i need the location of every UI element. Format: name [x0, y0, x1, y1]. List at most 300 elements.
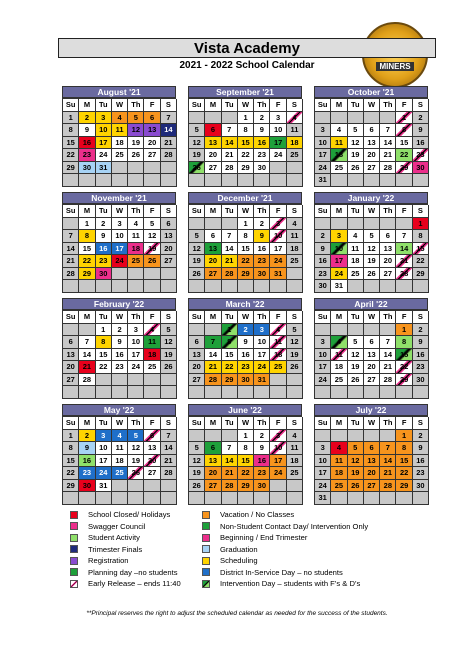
- empty-cell: [331, 324, 347, 337]
- weekday-label: M: [79, 99, 95, 112]
- empty-cell: [112, 492, 128, 505]
- day-cell: 26: [348, 374, 364, 387]
- weekday-label: W: [238, 205, 254, 218]
- weekday-label: Th: [128, 205, 144, 218]
- day-cell: 2: [254, 218, 270, 231]
- day-cell: 12: [144, 230, 160, 243]
- day-cell: 1: [396, 324, 412, 337]
- day-cell: 20: [364, 361, 380, 374]
- month-grid: [62, 416, 176, 505]
- empty-cell: [79, 280, 95, 293]
- legend-label: Registration: [88, 556, 129, 566]
- day-cell: 16: [413, 455, 429, 468]
- empty-cell: [189, 430, 205, 443]
- legend-swatch: [70, 580, 78, 588]
- month-calendar: [314, 298, 428, 399]
- day-cell: 27: [144, 149, 160, 162]
- day-cell: 15: [96, 349, 112, 362]
- legend-label: Graduation: [220, 544, 258, 554]
- legend-swatch: [70, 534, 78, 542]
- legend-label: Intervention Day – students with F’s & D’s: [220, 579, 361, 589]
- empty-cell: [205, 218, 221, 231]
- weekday-label: Tu: [348, 311, 364, 324]
- day-cell: 4: [112, 112, 128, 125]
- weekday-label: Su: [189, 417, 205, 430]
- day-cell: 13: [63, 349, 79, 362]
- day-cell: 9: [413, 442, 429, 455]
- day-cell: 30: [79, 162, 95, 175]
- day-cell: 13: [189, 349, 205, 362]
- day-cell: 26: [189, 480, 205, 493]
- weekday-label: Su: [315, 99, 331, 112]
- empty-cell: [364, 218, 380, 231]
- weekday-label: W: [238, 99, 254, 112]
- day-cell: 16: [254, 137, 270, 150]
- day-cell: 31: [270, 268, 286, 281]
- empty-cell: [396, 492, 412, 505]
- day-cell: 3: [315, 124, 331, 137]
- empty-cell: [270, 162, 286, 175]
- day-cell: 5: [364, 230, 380, 243]
- day-cell: 9: [79, 442, 95, 455]
- empty-cell: [189, 386, 205, 399]
- day-cell: 22: [396, 467, 412, 480]
- empty-cell: [270, 480, 286, 493]
- empty-cell: [189, 112, 205, 125]
- day-cell: 3: [331, 230, 347, 243]
- day-cell: 3: [96, 112, 112, 125]
- weekday-label: M: [205, 205, 221, 218]
- weekday-label: Tu: [222, 417, 238, 430]
- empty-cell: [348, 174, 364, 187]
- day-cell: 23: [413, 467, 429, 480]
- day-cell: 11: [331, 137, 347, 150]
- day-cell: 19: [287, 349, 303, 362]
- empty-cell: [144, 268, 160, 281]
- weekday-label: S: [413, 417, 429, 430]
- day-cell: 27: [63, 374, 79, 387]
- day-cell: 12: [348, 137, 364, 150]
- day-cell: 2: [96, 218, 112, 231]
- day-cell: 5: [144, 218, 160, 231]
- day-cell: 21: [222, 255, 238, 268]
- day-cell: 26: [128, 149, 144, 162]
- day-cell: 5: [348, 336, 364, 349]
- weekday-label: Th: [380, 417, 396, 430]
- day-cell: 12: [287, 336, 303, 349]
- day-cell: 28: [222, 268, 238, 281]
- day-cell: 29: [413, 268, 429, 281]
- day-cell: 29: [396, 374, 412, 387]
- empty-cell: [413, 492, 429, 505]
- day-cell: 3: [270, 218, 286, 231]
- day-cell: 21: [205, 361, 221, 374]
- empty-cell: [222, 386, 238, 399]
- month-title: October '21: [314, 86, 428, 98]
- day-cell: 11: [287, 442, 303, 455]
- empty-cell: [112, 174, 128, 187]
- day-cell: 10: [254, 336, 270, 349]
- day-cell: 22: [96, 361, 112, 374]
- month-title: July '22: [314, 404, 428, 416]
- day-cell: 3: [112, 218, 128, 231]
- day-cell: 22: [238, 149, 254, 162]
- empty-cell: [128, 162, 144, 175]
- day-cell: 13: [144, 124, 160, 137]
- weekday-label: S: [161, 417, 177, 430]
- empty-cell: [331, 174, 347, 187]
- legend-swatch: [70, 568, 78, 576]
- day-cell: 31: [96, 480, 112, 493]
- month-grid: [62, 204, 176, 293]
- day-cell: 6: [144, 112, 160, 125]
- day-cell: 1: [238, 218, 254, 231]
- day-cell: 2: [79, 430, 95, 443]
- day-cell: 26: [189, 162, 205, 175]
- day-cell: 11: [144, 336, 160, 349]
- day-cell: 29: [222, 374, 238, 387]
- empty-cell: [270, 374, 286, 387]
- empty-cell: [161, 374, 177, 387]
- day-cell: 14: [161, 442, 177, 455]
- weekday-label: Su: [189, 205, 205, 218]
- day-cell: 14: [222, 455, 238, 468]
- empty-cell: [205, 280, 221, 293]
- month-grid: [314, 98, 428, 187]
- day-cell: 7: [396, 230, 412, 243]
- weekday-label: Tu: [96, 99, 112, 112]
- empty-cell: [63, 492, 79, 505]
- weekday-label: F: [270, 99, 286, 112]
- empty-cell: [348, 218, 364, 231]
- day-cell: 5: [287, 324, 303, 337]
- empty-cell: [128, 492, 144, 505]
- day-cell: 6: [161, 218, 177, 231]
- day-cell: 23: [315, 268, 331, 281]
- month-title: June '22: [188, 404, 302, 416]
- weekday-label: M: [205, 311, 221, 324]
- weekday-label: W: [238, 311, 254, 324]
- day-cell: 18: [331, 467, 347, 480]
- day-cell: 1: [396, 430, 412, 443]
- empty-cell: [270, 492, 286, 505]
- empty-cell: [331, 492, 347, 505]
- weekday-label: M: [205, 99, 221, 112]
- day-cell: 25: [348, 268, 364, 281]
- day-cell: 21: [79, 361, 95, 374]
- day-cell: 13: [364, 455, 380, 468]
- day-cell: 11: [112, 442, 128, 455]
- weekday-label: S: [287, 205, 303, 218]
- day-cell: 18: [112, 455, 128, 468]
- day-cell: 20: [144, 455, 160, 468]
- day-cell: 4: [331, 442, 347, 455]
- day-cell: 1: [63, 430, 79, 443]
- day-cell: 9: [112, 336, 128, 349]
- empty-cell: [348, 324, 364, 337]
- day-cell: 23: [254, 149, 270, 162]
- empty-cell: [380, 324, 396, 337]
- day-cell: 26: [348, 162, 364, 175]
- day-cell: 12: [161, 336, 177, 349]
- weekday-label: S: [287, 417, 303, 430]
- month-title: May '22: [62, 404, 176, 416]
- weekday-label: S: [413, 205, 429, 218]
- day-cell: 4: [128, 218, 144, 231]
- weekday-label: F: [270, 311, 286, 324]
- empty-cell: [144, 280, 160, 293]
- day-cell: 14: [222, 137, 238, 150]
- day-cell: 31: [254, 374, 270, 387]
- day-cell: 19: [348, 467, 364, 480]
- weekday-label: M: [331, 311, 347, 324]
- day-cell: 12: [348, 455, 364, 468]
- weekday-label: Th: [254, 99, 270, 112]
- empty-cell: [128, 268, 144, 281]
- day-cell: 20: [63, 361, 79, 374]
- day-cell: 24: [254, 361, 270, 374]
- month-grid: [314, 204, 428, 293]
- empty-cell: [161, 268, 177, 281]
- day-cell: 20: [380, 255, 396, 268]
- empty-cell: [315, 218, 331, 231]
- empty-cell: [128, 386, 144, 399]
- day-cell: 15: [413, 243, 429, 256]
- day-cell: 22: [222, 361, 238, 374]
- day-cell: 21: [380, 361, 396, 374]
- empty-cell: [287, 386, 303, 399]
- day-cell: 15: [63, 455, 79, 468]
- month-title: September '21: [188, 86, 302, 98]
- weekday-label: Su: [63, 205, 79, 218]
- empty-cell: [161, 162, 177, 175]
- day-cell: 2: [413, 324, 429, 337]
- legend-item: [202, 567, 368, 579]
- legend-item: [70, 544, 181, 556]
- day-cell: 24: [315, 480, 331, 493]
- empty-cell: [315, 324, 331, 337]
- legend-item: [70, 578, 181, 590]
- weekday-label: Su: [63, 417, 79, 430]
- day-cell: 26: [161, 361, 177, 374]
- logo-text-bottom: MINERS: [376, 62, 413, 71]
- day-cell: 30: [413, 162, 429, 175]
- empty-cell: [364, 492, 380, 505]
- day-cell: 20: [161, 243, 177, 256]
- empty-cell: [287, 174, 303, 187]
- day-cell: 19: [348, 361, 364, 374]
- weekday-label: Th: [128, 99, 144, 112]
- day-cell: 2: [315, 230, 331, 243]
- empty-cell: [287, 374, 303, 387]
- month-grid: [62, 98, 176, 187]
- day-cell: 14: [222, 243, 238, 256]
- day-cell: 4: [287, 112, 303, 125]
- legend-right-column: [202, 509, 368, 590]
- day-cell: 11: [128, 230, 144, 243]
- empty-cell: [348, 430, 364, 443]
- weekday-label: F: [396, 311, 412, 324]
- weekday-label: Tu: [222, 99, 238, 112]
- day-cell: 27: [364, 480, 380, 493]
- day-cell: 19: [189, 467, 205, 480]
- day-cell: 24: [96, 467, 112, 480]
- day-cell: 7: [161, 430, 177, 443]
- day-cell: 14: [380, 349, 396, 362]
- day-cell: 24: [270, 467, 286, 480]
- legend-label: District In-Service Day – no students: [220, 567, 343, 577]
- weekday-label: F: [396, 205, 412, 218]
- day-cell: 24: [270, 255, 286, 268]
- day-cell: 8: [63, 124, 79, 137]
- day-cell: 22: [63, 149, 79, 162]
- day-cell: 2: [112, 324, 128, 337]
- empty-cell: [79, 492, 95, 505]
- weekday-label: M: [205, 417, 221, 430]
- day-cell: 30: [413, 374, 429, 387]
- empty-cell: [128, 374, 144, 387]
- day-cell: 16: [254, 455, 270, 468]
- day-cell: 4: [287, 218, 303, 231]
- day-cell: 18: [270, 349, 286, 362]
- month-calendar: [314, 404, 428, 505]
- empty-cell: [189, 174, 205, 187]
- day-cell: 2: [79, 112, 95, 125]
- empty-cell: [413, 386, 429, 399]
- day-cell: 15: [238, 455, 254, 468]
- day-cell: 28: [161, 149, 177, 162]
- day-cell: 10: [331, 243, 347, 256]
- month-title: April '22: [314, 298, 428, 310]
- day-cell: 25: [331, 162, 347, 175]
- weekday-label: M: [331, 205, 347, 218]
- day-cell: 29: [79, 268, 95, 281]
- day-cell: 28: [205, 374, 221, 387]
- month-title: March '22: [188, 298, 302, 310]
- day-cell: 25: [331, 374, 347, 387]
- day-cell: 7: [161, 112, 177, 125]
- day-cell: 14: [79, 349, 95, 362]
- day-cell: 10: [270, 230, 286, 243]
- empty-cell: [96, 280, 112, 293]
- day-cell: 23: [238, 361, 254, 374]
- empty-cell: [315, 112, 331, 125]
- legend-swatch: [202, 522, 210, 530]
- day-cell: 24: [270, 149, 286, 162]
- day-cell: 21: [396, 255, 412, 268]
- day-cell: 15: [79, 243, 95, 256]
- month-grid: [62, 310, 176, 399]
- day-cell: 4: [331, 336, 347, 349]
- month-calendar: [62, 192, 176, 293]
- day-cell: 15: [63, 137, 79, 150]
- day-cell: 4: [331, 124, 347, 137]
- day-cell: 17: [331, 255, 347, 268]
- weekday-label: W: [112, 311, 128, 324]
- day-cell: 14: [396, 243, 412, 256]
- day-cell: 13: [364, 137, 380, 150]
- day-cell: 16: [96, 243, 112, 256]
- day-cell: 27: [189, 374, 205, 387]
- day-cell: 25: [287, 467, 303, 480]
- day-cell: 1: [96, 324, 112, 337]
- empty-cell: [161, 386, 177, 399]
- empty-cell: [331, 112, 347, 125]
- legend-label: Swagger Council: [88, 521, 146, 531]
- day-cell: 26: [144, 255, 160, 268]
- empty-cell: [144, 174, 160, 187]
- day-cell: 23: [96, 255, 112, 268]
- day-cell: 29: [396, 162, 412, 175]
- weekday-label: Th: [254, 311, 270, 324]
- legend-swatch: [202, 557, 210, 565]
- weekday-label: F: [144, 417, 160, 430]
- empty-cell: [205, 174, 221, 187]
- legend-item: [202, 555, 368, 567]
- day-cell: 16: [413, 349, 429, 362]
- day-cell: 14: [380, 137, 396, 150]
- empty-cell: [189, 324, 205, 337]
- empty-cell: [238, 386, 254, 399]
- day-cell: 25: [112, 149, 128, 162]
- legend-item: [70, 532, 181, 544]
- day-cell: 7: [380, 336, 396, 349]
- day-cell: 10: [112, 230, 128, 243]
- day-cell: 17: [315, 361, 331, 374]
- day-cell: 16: [79, 137, 95, 150]
- day-cell: 1: [238, 112, 254, 125]
- empty-cell: [396, 218, 412, 231]
- empty-cell: [222, 430, 238, 443]
- month-calendar: [188, 404, 302, 505]
- day-cell: 7: [222, 124, 238, 137]
- day-cell: 20: [364, 467, 380, 480]
- month-calendar: [314, 86, 428, 187]
- weekday-label: S: [287, 311, 303, 324]
- empty-cell: [205, 386, 221, 399]
- empty-cell: [254, 280, 270, 293]
- month-grid: [188, 310, 302, 399]
- day-cell: 9: [254, 230, 270, 243]
- day-cell: 16: [238, 349, 254, 362]
- legend-label: Vacation / No Classes: [220, 510, 295, 520]
- legend-swatch: [202, 568, 210, 576]
- day-cell: 17: [315, 467, 331, 480]
- legend-label: Trimester Finals: [88, 544, 143, 554]
- weekday-label: Su: [315, 205, 331, 218]
- weekday-label: W: [112, 417, 128, 430]
- weekday-label: M: [331, 417, 347, 430]
- day-cell: 13: [144, 442, 160, 455]
- day-cell: 15: [222, 349, 238, 362]
- empty-cell: [63, 324, 79, 337]
- day-cell: 7: [222, 442, 238, 455]
- page-subtitle: 2021 - 2022 School Calendar: [179, 60, 315, 71]
- legend-item: [70, 567, 181, 579]
- day-cell: 6: [63, 336, 79, 349]
- empty-cell: [144, 162, 160, 175]
- weekday-label: Su: [189, 311, 205, 324]
- day-cell: 1: [238, 430, 254, 443]
- weekday-label: Th: [380, 205, 396, 218]
- day-cell: 27: [205, 480, 221, 493]
- day-cell: 21: [161, 137, 177, 150]
- weekday-label: Tu: [348, 205, 364, 218]
- empty-cell: [112, 480, 128, 493]
- month-calendar: [314, 192, 428, 293]
- empty-cell: [79, 174, 95, 187]
- weekday-label: Tu: [96, 311, 112, 324]
